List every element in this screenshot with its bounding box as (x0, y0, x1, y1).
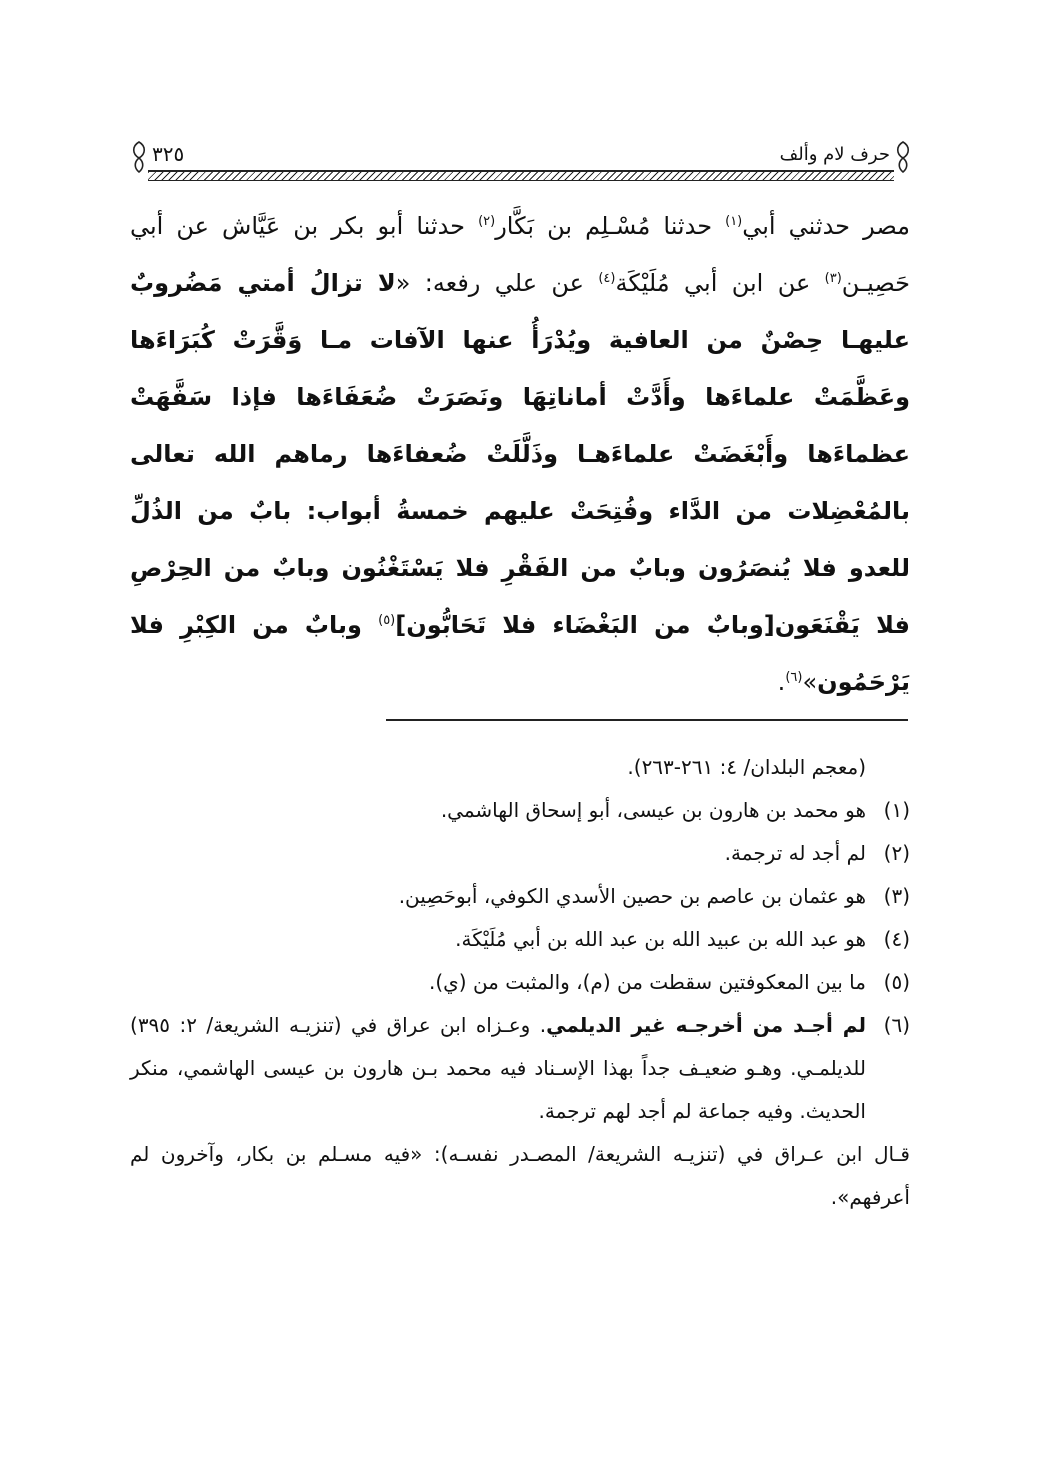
footnote-ref[interactable]: (٥) (378, 613, 396, 628)
footnote-2 (130, 832, 910, 875)
footnote-5 (130, 961, 910, 1004)
footnote-4 (130, 918, 910, 961)
footnote-1 (130, 789, 910, 832)
page-number: ٣٢٥ (152, 142, 185, 166)
isnad-text: حدثنا أبو بكر بن عَيَّاش عن أبي حَصِيـن (130, 212, 910, 297)
source-citation: (معجم البلدان/ ٤: ٢٦١-٢٦٣). (627, 755, 866, 779)
footnote-text: هو محمد بن هارون بن عيسى، أبو إسحاق الهاشمي. (440, 798, 866, 822)
footnote-number: (٢) (883, 841, 910, 865)
main-text (130, 198, 910, 711)
quote-close: » (802, 668, 818, 696)
footnote-text: ما بين المعكوفتين سقطت من (م)، والمثبت من (ي). (428, 970, 866, 994)
footnote-ref[interactable]: (٤) (598, 271, 616, 286)
footnote-bold-text: لم أجـد من أخرجـه غير الديلمي (546, 1013, 867, 1037)
period: . (777, 668, 786, 696)
footnote-ref[interactable]: (٣) (824, 271, 842, 286)
footnote-ref[interactable]: (٢) (478, 214, 496, 229)
footnote-6 (130, 1004, 910, 1133)
footnote-ref[interactable]: (٦) (785, 670, 803, 685)
ornament-left-icon (128, 140, 150, 174)
footnote-3 (130, 875, 910, 918)
footnotes (130, 746, 910, 1219)
chapter-title: حرف لام وألف (779, 144, 890, 165)
footnote-text: هو عبد الله بن عبيد الله بن عبد الله بن أبي مُلَيْكَة. (455, 927, 866, 951)
isnad-text: عن ابن أبي مُلَيْكَة (615, 269, 825, 297)
footnote-text: هو عثمان بن عاصم بن حصين الأسدي الكوفي، أبوحَصِين. (398, 884, 866, 908)
footnote-number: (٣) (883, 884, 910, 908)
footnote-rest-text: . وعـزاه ابن عراق في (تنزيـه الشريعة/ ٢: ٣٩٥) للديلمـي. وهـو ضعيـف جداً بهذا الإسـناد فيه محمد بـن هارون بن عيسى الهاشمي، منكر الحديث. وفيه جماعة لم أجد لهم ترجمة. (130, 1013, 866, 1123)
footnote-text: لم أجد له ترجمة. (724, 841, 866, 865)
header-rule (148, 170, 894, 181)
footnote-text (130, 1004, 866, 1133)
footnote-divider (386, 719, 908, 721)
hadith-text: وبابٌ من الكِبْرِ فلا يَرْحَمُون (130, 611, 910, 696)
isnad-text: عن علي رفعه: « (395, 269, 599, 297)
isnad-text: حدثنا مُسْـلِم بن بَكَّار (495, 212, 726, 240)
running-header (128, 140, 914, 180)
isnad-text: مصر حدثني أبي (742, 212, 910, 240)
footnote-6-quote: قـال ابن عـراق في (تنزيـه الشريعة/ المصـدر نفسـه): «فيه مسـلم بن بكار، وآخرون لم أعرفهم». (130, 1142, 910, 1209)
footnote-number: (١) (883, 798, 910, 822)
ornament-right-icon (892, 140, 914, 174)
hadith-text: لا تزالُ أمتي مَضُروبٌ عليهـا حِصْنٌ من العافية ويُدْرَأُ عنها الآفات مـا وَقَّرَتْ كُبَرَاءَها وعَظَّمَتْ علماءَها وأَدَّتْ أماناتِهَا ونَصَرَتْ ضُعَفَاءَها فإذا سَفَّهَتْ عظماءَها وأَبْغَضَتْ علماءَهـا وذَلَّلَتْ ضُعفاءَها رماهم الله تعالى بالمُعْضِلات من الدَّاء وفُتِحَتْ عليهم خمسةُ أبواب: بابٌ من الذُلِّ للعدو فلا يُنصَرُون وبابٌ من الفَقْرِ فلا يَسْتَغْنُون وبابٌ من الحِرْصِ فلا يَقْنَعَون[وبابٌ من البَغْضَاء فلا تَحَابُّون] (130, 269, 911, 639)
footnote-number: (٦) (883, 1013, 910, 1037)
footnote-ref[interactable]: (١) (725, 214, 743, 229)
footnote-number: (٤) (883, 927, 910, 951)
footnote-number: (٥) (883, 970, 910, 994)
